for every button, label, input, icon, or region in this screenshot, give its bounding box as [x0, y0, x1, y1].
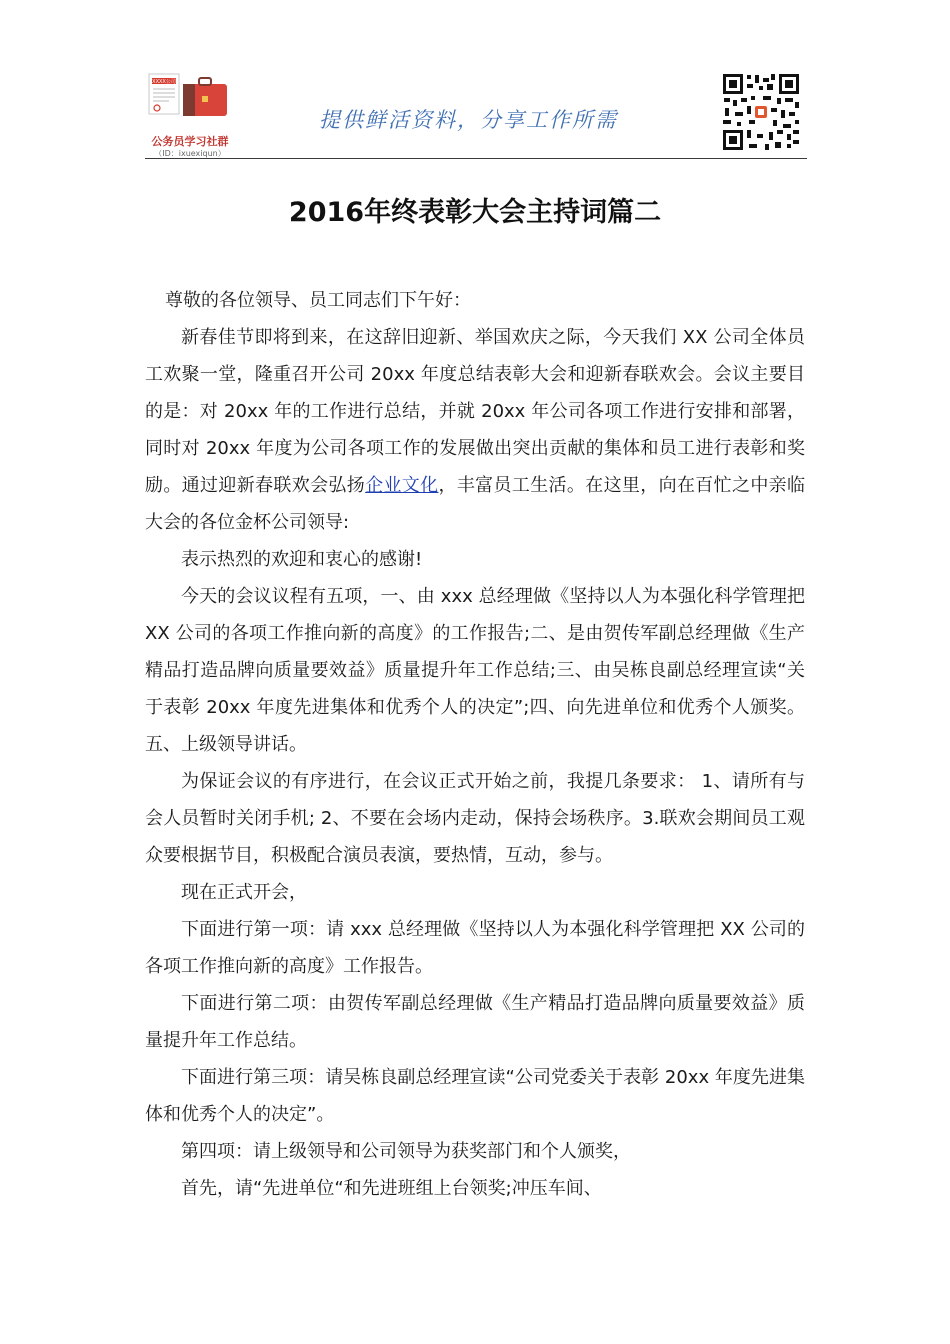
document-body: [145, 282, 805, 1207]
logo-graphic-icon: [145, 72, 237, 132]
paragraph-item-2: 下面进行第二项：由贺传军副总经理做《生产精品打造品牌向质量要效益》质量提升年工作总结。: [145, 993, 805, 1051]
paragraph-item-3: 下面进行第三项：请吴栋良副总经理宣读“公司党委关于表彰 20xx 年度先进集体和优秀个人的决定”。: [145, 1067, 805, 1125]
logo-name: 公务员学习社群: [151, 135, 229, 148]
page-header: [145, 66, 807, 159]
corporate-culture-link[interactable]: 企业文化: [365, 475, 439, 496]
paragraph-requirements: 为保证会议的有序进行，在会议正式开始之前，我提几条要求： 1、请所有与会人员暂时关闭手机; 2、不要在会场内走动，保持会场秩序。3.联欢会期间员工观众要根据节目，积极配合演员表演，要热情，互动，参与。: [145, 771, 805, 866]
logo-stamp: XXXX公司: [152, 79, 176, 85]
paragraph-intro-tail: ，丰富员工生活。在这里，向在百忙之中亲临大会的各位金杯公司领导:: [145, 475, 806, 533]
logo: [145, 72, 243, 158]
page-title: 2016年终表彰大会主持词篇二: [288, 197, 662, 228]
paragraph-intro-text: 新春佳节即将到来，在这辞旧迎新、举国欢庆之际，今天我们 XX 公司全体员工欢聚一堂，隆重召开公司 20xx 年度总结表彰大会和迎新春联欢会。会议主要目的是：对 20xx 年的工作进行总结，并就 20xx 年公司各项工作进行安排和部署，同时对 20xx 年度为公司各项工作的发展做出突出贡献的集体和员工进行表彰和奖励。通过迎新春联欢会弘扬: [145, 327, 805, 496]
paragraph-first: 首先，请“先进单位“和先进班组上台领奖;冲压车间、: [181, 1178, 602, 1199]
header-slogan: 提供鲜活资料，分享工作所需: [319, 108, 618, 132]
logo-id: （ID：ixuexiqun）: [154, 149, 226, 158]
paragraph-item-1: 下面进行第一项：请 xxx 总经理做《坚持以人为本强化科学管理把 XX 公司的各项工作推向新的高度》工作报告。: [145, 919, 805, 977]
qr-code-icon: [721, 72, 801, 152]
paragraph-intro: [145, 319, 805, 541]
paragraph-open: 现在正式开会，: [181, 882, 307, 903]
paragraph-item-4: 第四项：请上级领导和公司领导为获奖部门和个人颁奖，: [181, 1141, 631, 1162]
paragraph-agenda: 今天的会议议程有五项，一、由 xxx 总经理做《坚持以人为本强化科学管理把 XX 公司的各项工作推向新的高度》的工作报告;二、是由贺传军副总经理做《生产精品打造品牌向质量要效益》质量提升年工作总结;三、由吴栋良副总经理宣读“关于表彰 20xx 年度先进集体和优秀个人的决定”;四、向先进单位和优秀个人颁奖。五、上级领导讲话。: [145, 586, 805, 755]
paragraph-thanks: 表示热烈的欢迎和衷心的感谢!: [181, 549, 423, 570]
greeting-paragraph: 尊敬的各位领导、员工同志们下午好：: [165, 290, 471, 311]
